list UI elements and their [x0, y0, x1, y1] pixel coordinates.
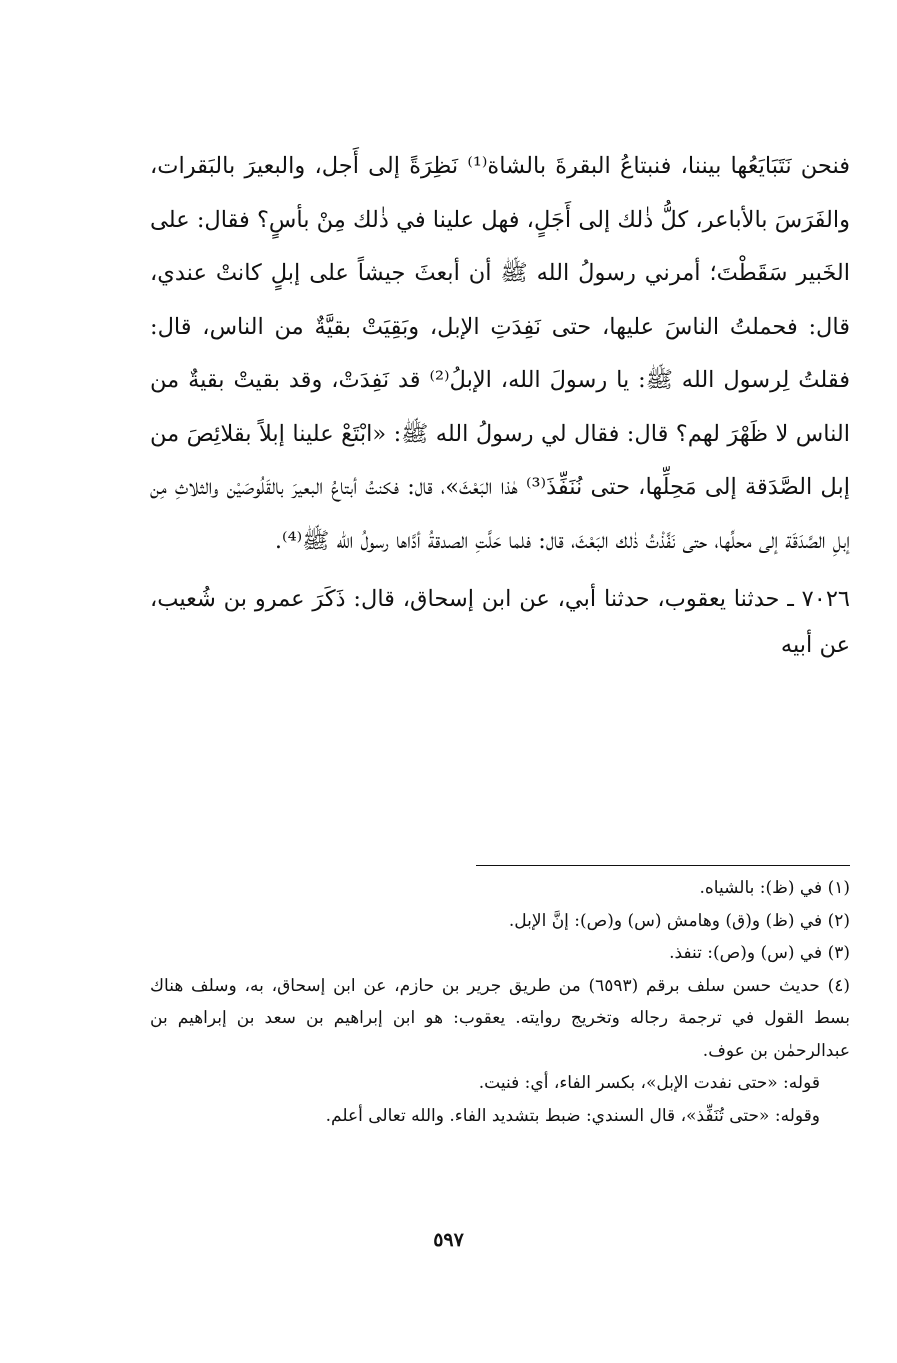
hadith-text-paragraph: فنحن نَتَبَايَعُها بيننا، فنبتاعُ البقرةَ بالشاة⁽¹⁾ نَظِرَةً إلى أَجل، والبعيرَ بالبَقرات، والفَرَسَ بالأباعر، كلُّ ذٰلك إلى أَجَلٍ، فهل علينا في ذٰلك مِنْ بأسٍ؟ فقال: على الخَبير سَقَطْتَ؛ أمرني رسولُ الله ﷺ أن أبعثَ جيشاً على إبلٍ كانتْ عندي، قال: فحملتُ الناسَ عليها، حتى نَفِدَتِ الإبل، وبَقِيَتْ بقيَّةٌ من الناس، قال: فقلتُ لِرسول الله ﷺ: يا رسولَ الله، الإبلُ⁽²⁾ قد نَفِدَتْ، وقد بقيتْ بقيةٌ من الناس لا ظَهْرَ لهم؟ قال: فقال لي رسولُ الله ﷺ: «ابْتَعْ علينا إبلاً بقلائِصَ من إبل الصَّدَقة إلى مَحِلِّها، حتى نُنَفِّذَ⁽³⁾ هٰذا البَعْثَ»، قال: فكنتُ أبتاعُ البعيرَ بالقَلُوصَيْن والثلاثِ مِن إبلِ الصَّدَقَة إلى محلِّها، حتى نَفَّذْتُ ذٰلك البَعْثَ، قال: فلما حَلَّتِ الصدقةُ أدَّاها رسولُ الله ﷺ⁽⁴⁾.: [150, 153, 850, 554]
footnote-4-note-2: وقوله: «حتى تُنَفِّذ»، قال السندي: ضبط بتشديد الفاء. والله تعالى أعلم.: [325, 1105, 820, 1126]
footnote-4: (٤) حديث حسن سلف برقم (٦٥٩٣) من طريق جرير بن حازم، عن ابن إسحاق، به، وسلف هناك بسط القول في ترجمة رجاله وتخريج روايته. يعقوب: هو ابن إبراهيم بن سعد بن إبراهيم بن عبدالرحمٰن بن عوف.: [150, 975, 850, 1061]
footnote-3: (٣) في (س) و(ص): تنفذ.: [669, 943, 850, 963]
footnote-1: (١) في (ظ): بالشياه.: [699, 878, 850, 898]
footnotes-block: [150, 872, 850, 1132]
footnote-2: (٢) في (ظ) و(ق) وهامش (س) و(ص): إنَّ الإبل.: [508, 910, 850, 931]
hadith-7026-paragraph: ٧٠٢٦ ـ حدثنا يعقوب، حدثنا أبي، عن ابن إسحاق، قال: ذَكَرَ عمرو بن شُعيب، عن أبيه: [150, 586, 850, 658]
footnote-4-note-1: قوله: «حتى نفدت الإبل»، بكسر الفاء، أي: فنيت.: [478, 1073, 820, 1093]
page-number: ٥٩٧: [433, 1229, 464, 1251]
main-text-block: [150, 140, 850, 668]
footnote-separator: [476, 865, 850, 866]
